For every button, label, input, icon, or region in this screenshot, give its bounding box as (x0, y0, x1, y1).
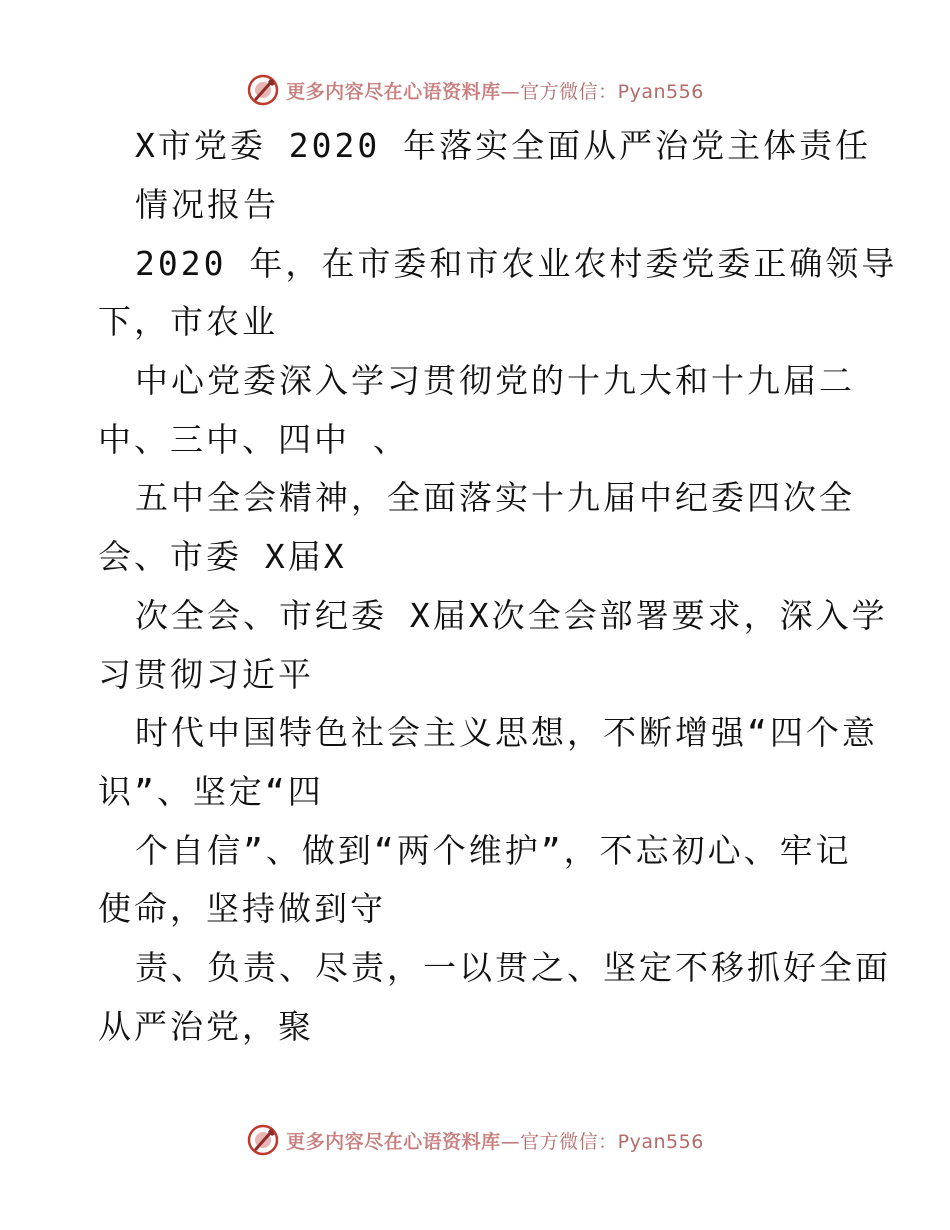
banner-text (286, 77, 704, 104)
banner-text-tail: 官方微信：Pyan556 (520, 80, 704, 103)
body-line: 使命，坚持做到守 (98, 889, 386, 928)
header-banner (0, 70, 950, 110)
body-line: 五中全会精神，全面落实十九届中纪委四次全 (135, 478, 855, 517)
body-line: 2020 年，在市委和市农业农村委党委正确领导 (135, 244, 898, 283)
logo-icon (246, 1123, 280, 1157)
body-line: 习贯彻习近平 (98, 655, 314, 694)
title-line-2: 情况报告 (135, 185, 279, 224)
banner-text-tail: 官方微信：Pyan556 (520, 1130, 704, 1153)
title-line-1: X市党委 2020 年落实全面从严治党主体责任 (135, 126, 872, 165)
body-line: 会、市委 X届X (98, 537, 347, 576)
banner-text-main: 更多内容尽在心语资料库 (286, 1130, 501, 1153)
banner-text (286, 1127, 704, 1154)
body-line: 从严治党，聚 (98, 1007, 314, 1046)
body-line: 识”、坚定“四 (98, 772, 324, 811)
banner-text-main: 更多内容尽在心语资料库 (286, 80, 501, 103)
body-line: 次全会、市纪委 X届X次全会部署要求，深入学 (135, 596, 888, 635)
footer-banner (0, 1120, 950, 1160)
logo-icon (246, 73, 280, 107)
body-line: 个自信”、做到“两个维护”，不忘初心、牢记 (135, 831, 852, 870)
body-line: 下，市农业 (98, 302, 278, 341)
body-line: 时代中国特色社会主义思想，不断增强“四个意 (135, 713, 878, 752)
banner-content (246, 1123, 704, 1157)
body-line: 责、负责、尽责，一以贯之、坚定不移抓好全面 (135, 948, 891, 987)
banner-content (246, 73, 704, 107)
banner-text-sep: — (500, 1130, 521, 1153)
banner-text-sep: — (500, 80, 521, 103)
body-line: 中、三中、四中 、 (98, 420, 409, 459)
body-line: 中心党委深入学习贯彻党的十九大和十九届二 (135, 361, 855, 400)
